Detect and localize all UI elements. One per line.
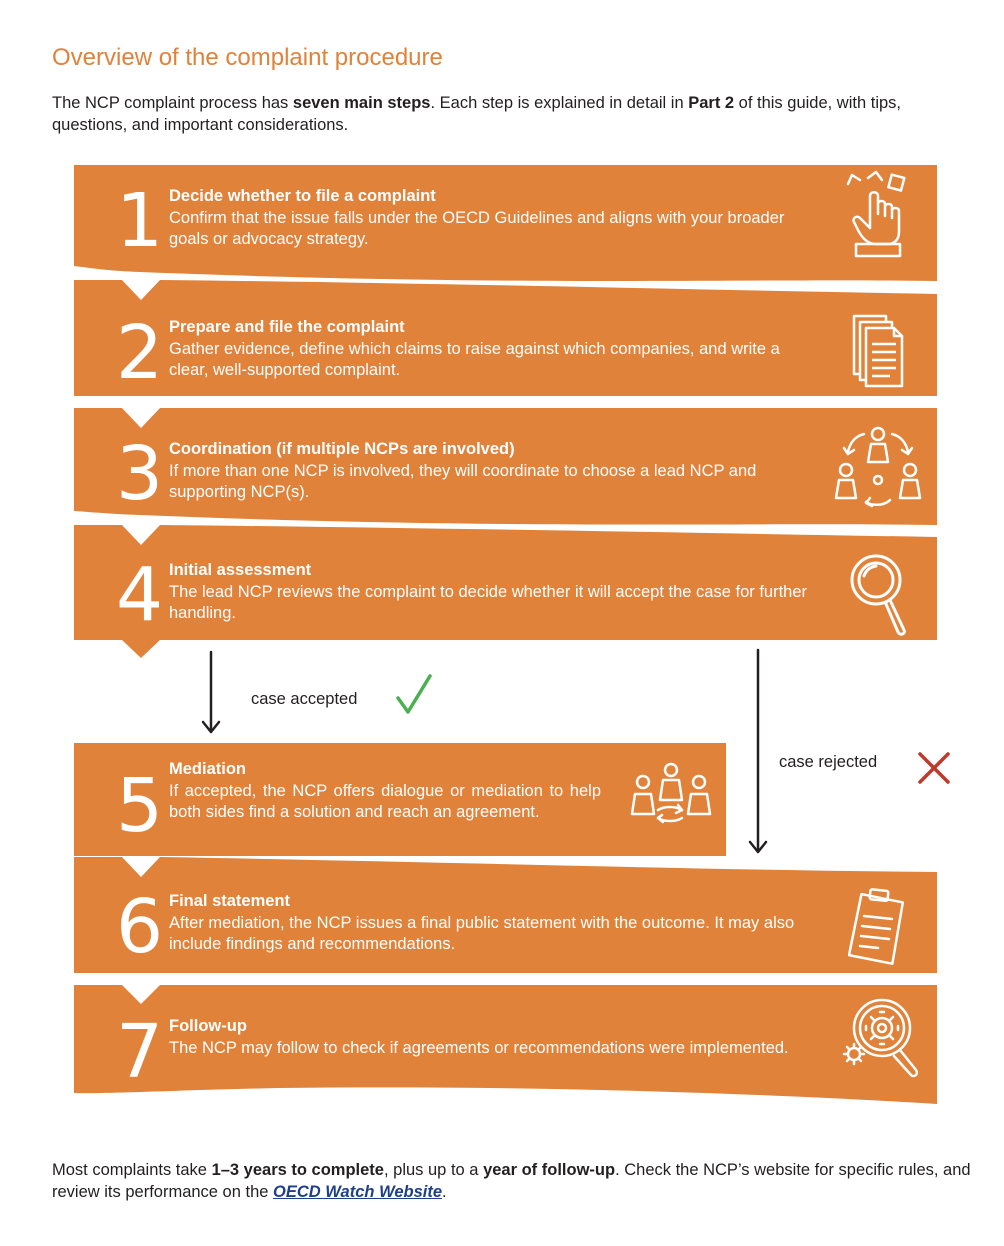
gear-magnifier-icon: [834, 994, 924, 1084]
step-5-title: Mediation: [169, 760, 246, 778]
magnifier-icon: [848, 552, 914, 638]
step-3-title: Coordination (if multiple NCPs are involved): [169, 440, 515, 458]
step-6-desc: After mediation, the NCP issues a final public statement with the outcome. It may also include findings and recommendations.: [169, 913, 795, 953]
step-2-text: [169, 317, 819, 382]
clipboard-icon: [848, 886, 910, 966]
footer-text: .: [442, 1182, 447, 1201]
step-3-number: 3: [116, 431, 164, 517]
footer-paragraph: [52, 1160, 972, 1203]
oecd-watch-link[interactable]: OECD Watch Website: [273, 1182, 443, 1201]
coordination-people-icon: [830, 424, 926, 508]
step-7-number: 7: [116, 1009, 164, 1095]
step-6-text: [169, 891, 829, 956]
step-7-text: [169, 1016, 829, 1059]
step-2-title: Prepare and file the complaint: [169, 318, 405, 336]
mediation-people-icon: [628, 762, 714, 826]
intro-text: The NCP complaint process has: [52, 94, 293, 112]
footer-text: Most complaints take: [52, 1161, 212, 1179]
step-5-desc: If accepted, the NCP offers dialogue or mediation to help both sides find a solution and reach an agreement.: [169, 781, 601, 821]
case-accepted-label: case accepted: [251, 690, 358, 708]
footer-emphasis-duration: 1–3 years to complete: [211, 1161, 384, 1179]
step-1-desc: Confirm that the issue falls under the OECD Guidelines and aligns with your broader goals or advocacy strategy.: [169, 208, 785, 248]
intro-emphasis-part: Part 2: [688, 94, 735, 112]
step-4-number: 4: [116, 552, 164, 638]
step-6-number: 6: [116, 884, 164, 970]
intro-text: of this guide, with tips, questions, and important considerations.: [52, 94, 901, 134]
intro-emphasis-steps: seven main steps: [292, 94, 431, 112]
step-5-text: [169, 759, 601, 824]
intro-text: . Each step is explained in detail in: [430, 94, 689, 112]
page-title: Overview of the complaint procedure: [52, 44, 443, 71]
step-7-title: Follow-up: [169, 1017, 247, 1035]
step-4-text: [169, 560, 819, 625]
check-icon: [394, 672, 434, 718]
step-3-desc: If more than one NCP is involved, they will coordinate to choose a lead NCP and supporting NCP(s).: [169, 461, 757, 501]
step-2-number: 2: [116, 310, 164, 396]
step-1-text: [169, 186, 819, 251]
documents-icon: [850, 312, 906, 388]
step-7-desc: The NCP may follow to check if agreements or recommendations were implemented.: [169, 1038, 789, 1057]
step-4-desc: The lead NCP reviews the complaint to decide whether it will accept the case for further handling.: [169, 582, 808, 622]
step-5-number: 5: [116, 763, 164, 849]
footer-text: . Check the NCP’s website for specific rules, and review its performance on the: [52, 1161, 971, 1201]
step-1-number: 1: [116, 178, 164, 264]
footer-text: , plus up to a: [383, 1161, 484, 1179]
cross-icon: [916, 750, 952, 786]
step-3-text: [169, 439, 819, 504]
step-1-title: Decide whether to file a complaint: [169, 187, 436, 205]
step-6-title: Final statement: [169, 892, 291, 910]
footer-emphasis-followup: year of follow-up: [483, 1161, 616, 1179]
hand-choice-icon: [842, 170, 912, 260]
step-4-title: Initial assessment: [169, 561, 312, 579]
step-2-desc: Gather evidence, define which claims to raise against which companies, and write a clear, well-supported complaint.: [169, 339, 780, 379]
case-rejected-label: case rejected: [779, 753, 878, 771]
